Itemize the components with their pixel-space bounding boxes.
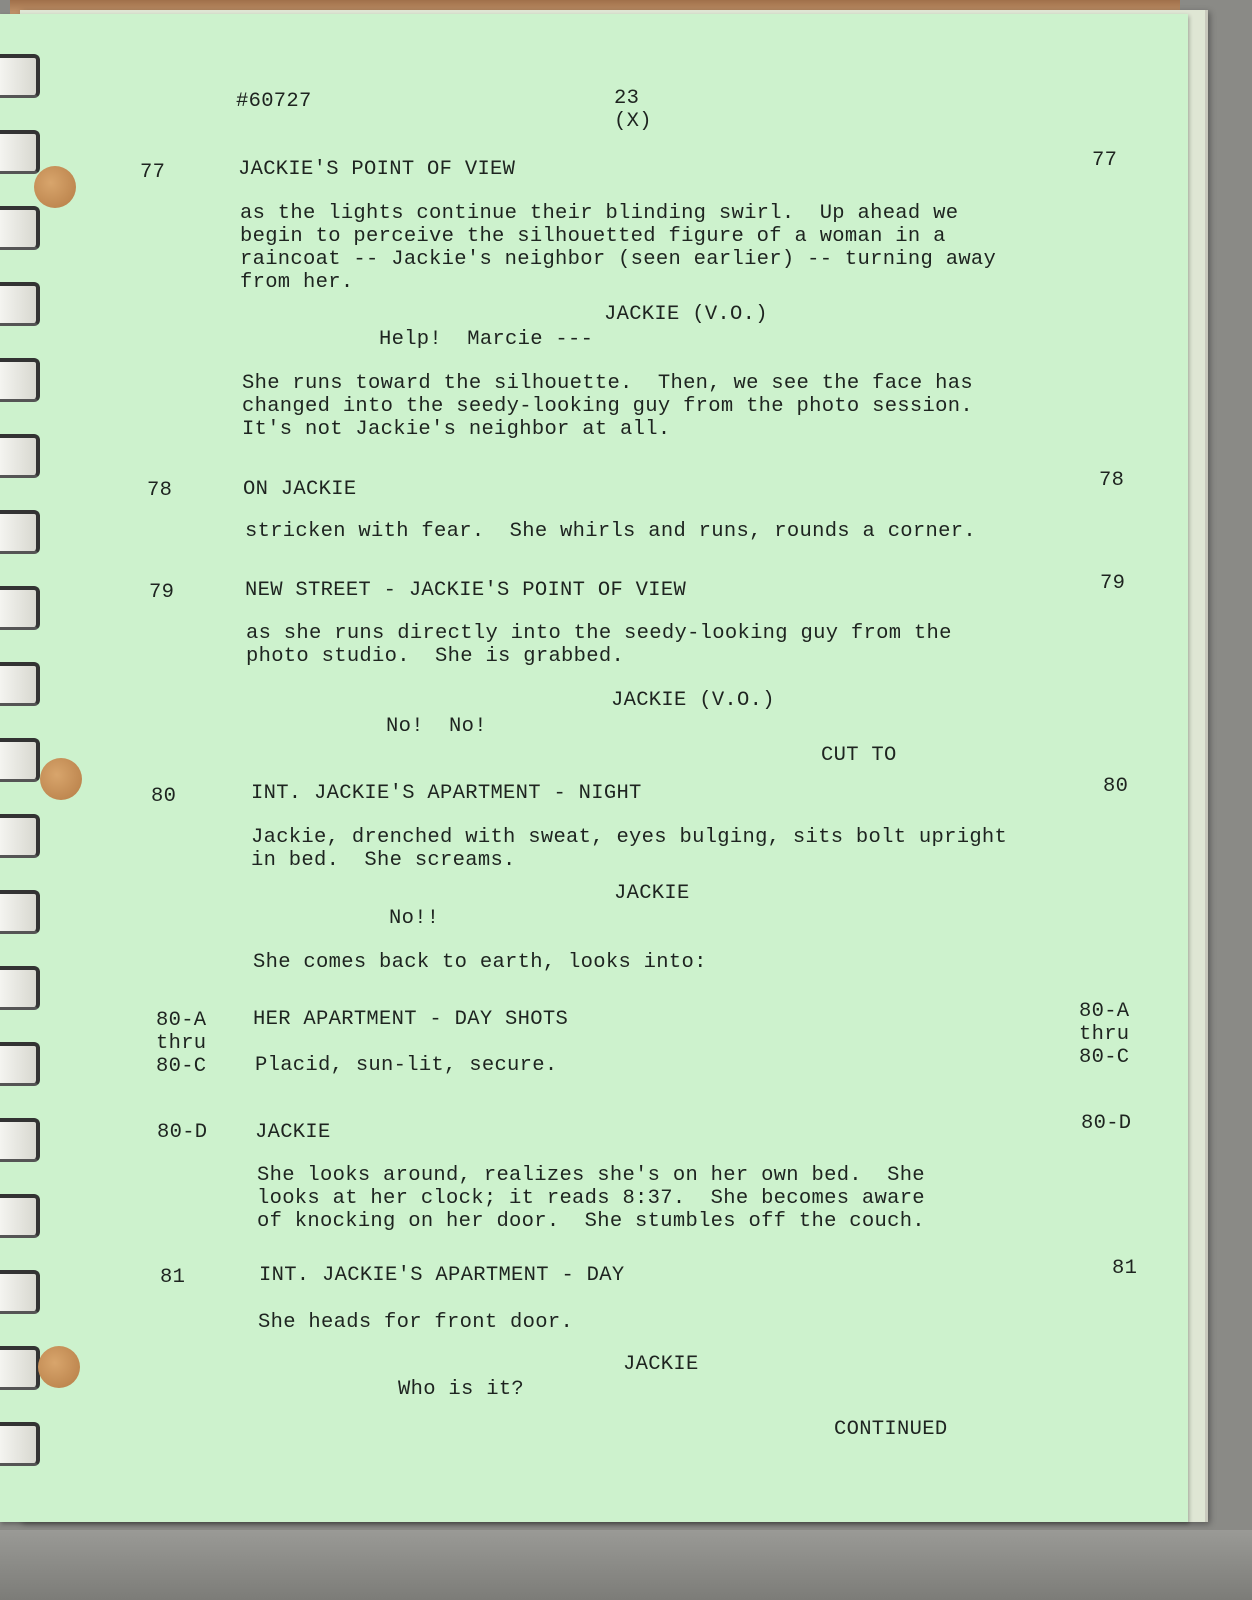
action-text: stricken with fear. She whirls and runs, rounds a corner. — [245, 520, 976, 543]
scene-heading: ON JACKIE — [243, 478, 357, 501]
binding-comb — [0, 966, 40, 1010]
revision-mark: (X) — [614, 110, 652, 133]
scene-heading: INT. JACKIE'S APARTMENT - NIGHT — [251, 782, 642, 805]
binding-comb — [0, 814, 40, 858]
binding-comb — [0, 1194, 40, 1238]
script-page — [0, 14, 1188, 1522]
scene-number-right: 80-D — [1081, 1112, 1132, 1135]
punch-hole — [40, 758, 82, 800]
page-number: 23 — [614, 87, 640, 110]
dialogue-line: No!! — [389, 907, 440, 930]
action-text: Placid, sun-lit, secure. — [255, 1054, 558, 1077]
binding-comb — [0, 1346, 40, 1390]
scene-heading: HER APARTMENT - DAY SHOTS — [253, 1008, 569, 1031]
scene-number-left: 77 — [140, 161, 166, 184]
scene-number-left: 81 — [160, 1266, 186, 1289]
binding-comb — [0, 1422, 40, 1466]
binding-comb — [0, 282, 40, 326]
binding-comb — [0, 54, 40, 98]
scene-heading: INT. JACKIE'S APARTMENT - DAY — [259, 1264, 625, 1287]
character-cue: JACKIE (V.O.) — [604, 303, 768, 326]
scene-number-left: 80-D — [157, 1121, 208, 1144]
scene-number-right: 81 — [1112, 1257, 1138, 1280]
binding-comb — [0, 130, 40, 174]
scene-number-right: 80 — [1103, 775, 1129, 798]
character-cue: JACKIE (V.O.) — [611, 689, 775, 712]
punch-hole — [34, 166, 76, 208]
action-text: She runs toward the silhouette. Then, we see the face has changed into the seedy-looking guy from the photo session. It's not Jackie's neighbor at all. — [242, 372, 973, 441]
binding-comb — [0, 1270, 40, 1314]
binding-comb — [0, 1118, 40, 1162]
scene-number-left: 79 — [149, 581, 175, 604]
action-text: She heads for front door. — [258, 1311, 574, 1334]
character-cue: JACKIE — [623, 1353, 699, 1376]
binding-comb — [0, 662, 40, 706]
binding-comb — [0, 890, 40, 934]
binding-comb — [0, 434, 40, 478]
continued-marker: CONTINUED — [834, 1418, 948, 1441]
action-text: Jackie, drenched with sweat, eyes bulging, sits bolt upright in bed. She screams. — [251, 826, 1008, 872]
scene-heading: JACKIE'S POINT OF VIEW — [238, 158, 516, 181]
scene-heading: NEW STREET - JACKIE'S POINT OF VIEW — [245, 579, 687, 602]
binding-comb — [0, 206, 40, 250]
scene-number-left: 80-A thru 80-C — [156, 1009, 207, 1078]
scene-number-left: 78 — [147, 479, 173, 502]
dialogue-line: Help! Marcie --- — [379, 328, 594, 351]
scene-number-right: 79 — [1100, 572, 1126, 595]
scene-transition: CUT TO — [821, 744, 897, 767]
binding-comb — [0, 358, 40, 402]
action-text: She looks around, realizes she's on her own bed. She looks at her clock; it reads 8:37. She becomes aware of knocking on her door. She stumbles off the couch. — [257, 1164, 925, 1233]
script-number: #60727 — [236, 90, 312, 113]
binding-comb — [0, 586, 40, 630]
binding-comb — [0, 738, 40, 782]
scan-background — [0, 1530, 1252, 1600]
scene-number-right: 77 — [1092, 149, 1118, 172]
scene-heading: JACKIE — [255, 1121, 331, 1144]
dialogue-line: Who is it? — [398, 1378, 525, 1401]
character-cue: JACKIE — [614, 882, 690, 905]
action-text: as the lights continue their blinding swirl. Up ahead we begin to perceive the silhouetted figure of a woman in a raincoat -- Jackie's neighbor (seen earlier) -- turning away from her. — [240, 202, 997, 294]
scene-number-right: 78 — [1099, 469, 1125, 492]
binding-comb — [0, 1042, 40, 1086]
action-text: as she runs directly into the seedy-looking guy from the photo studio. She is grabbed. — [246, 622, 952, 668]
dialogue-line: No! No! — [386, 715, 487, 738]
binding-comb — [0, 510, 40, 554]
scene-number-left: 80 — [151, 785, 177, 808]
action-text: She comes back to earth, looks into: — [253, 951, 707, 974]
punch-hole — [38, 1346, 80, 1388]
scene-number-right: 80-A thru 80-C — [1079, 1000, 1130, 1069]
